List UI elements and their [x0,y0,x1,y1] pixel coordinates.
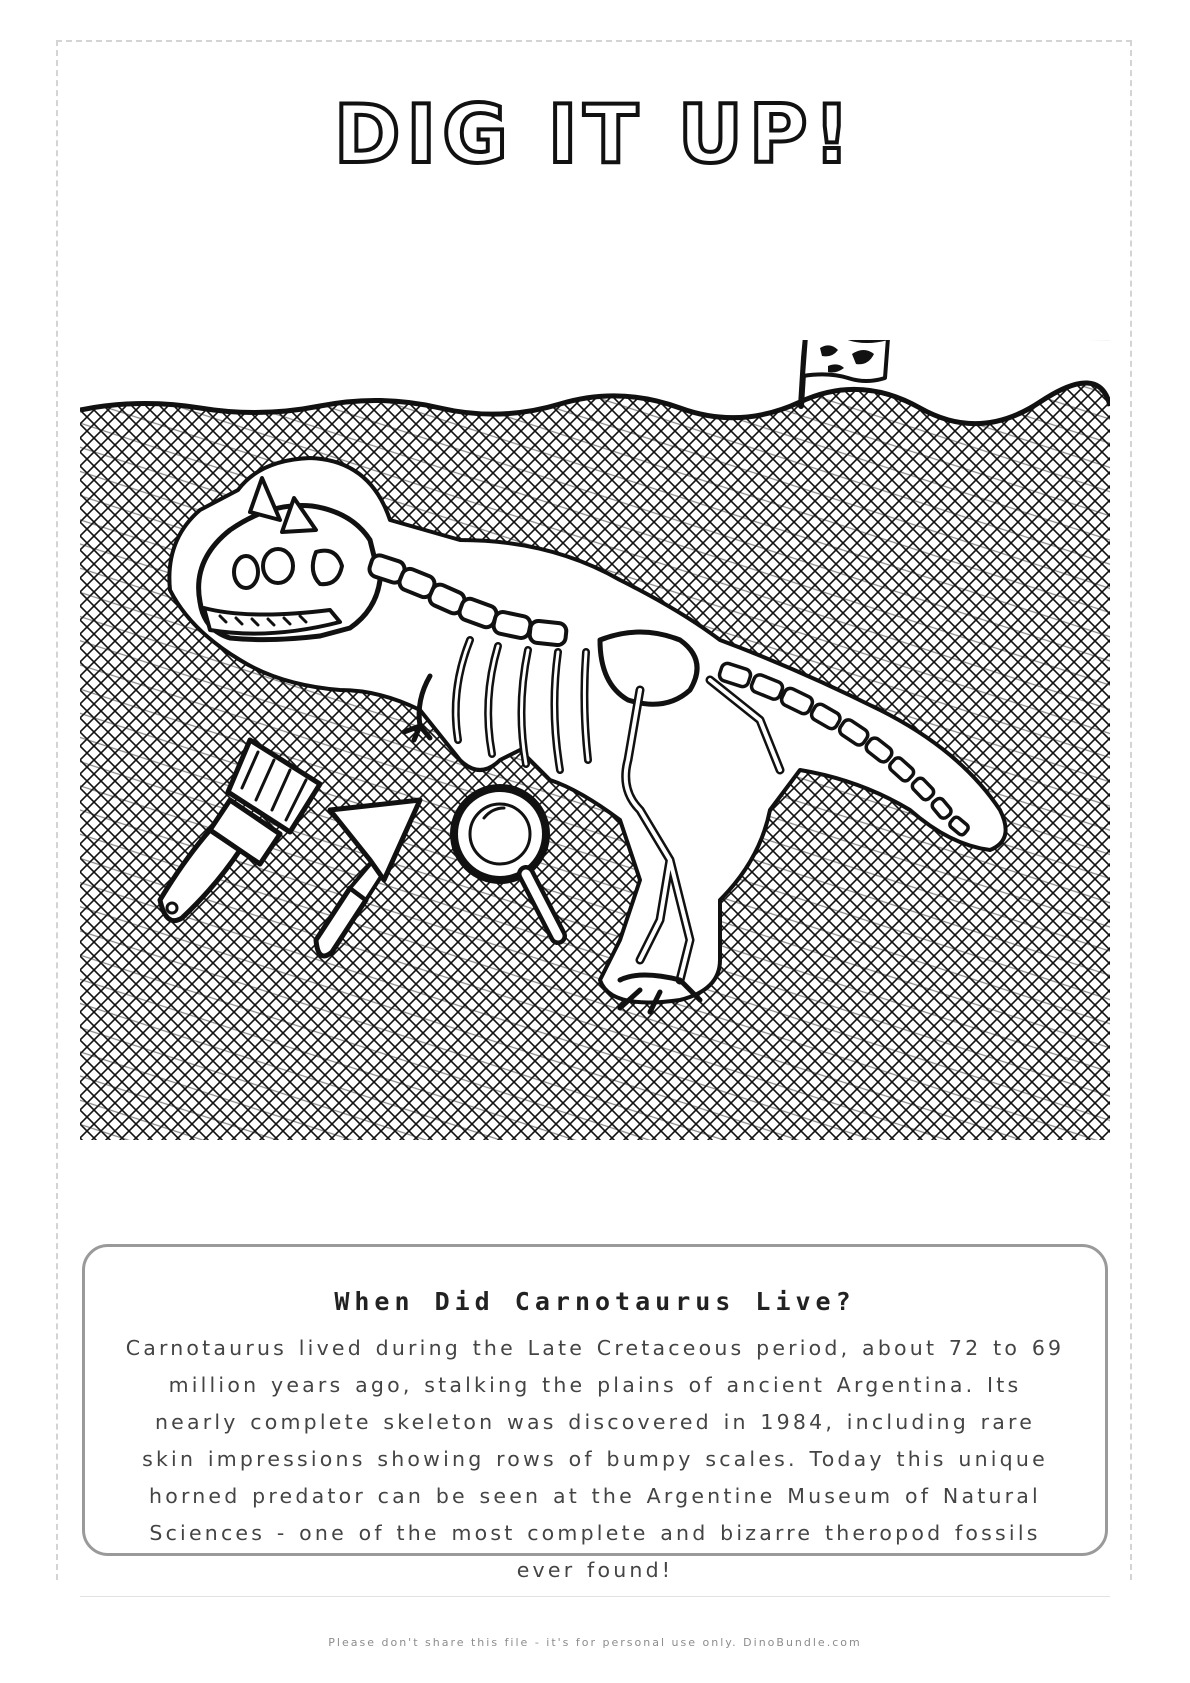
footer-divider [80,1596,1110,1597]
footer-note: Please don't share this file - it's for personal use only. DinoBundle.com [328,1636,862,1649]
page-title: DIG IT UP! [334,88,856,181]
info-body: Carnotaurus lived during the Late Cretaceous period, about 72 to 69 million years ago, stalking the plains of ancient Argentina. Its nearly complete skeleton was discovered in 1984, including rare skin impressions showing rows of bumpy scales. Today this unique horned predator can be seen at the Argentine Museum of Natural Sciences - one of the most complete and bizarre theropod fossils ever found! [125,1336,1065,1582]
info-heading: When Did Carnotaurus Live? [334,1287,856,1316]
info-box [82,1244,1108,1582]
dig-scene [80,340,1110,1140]
